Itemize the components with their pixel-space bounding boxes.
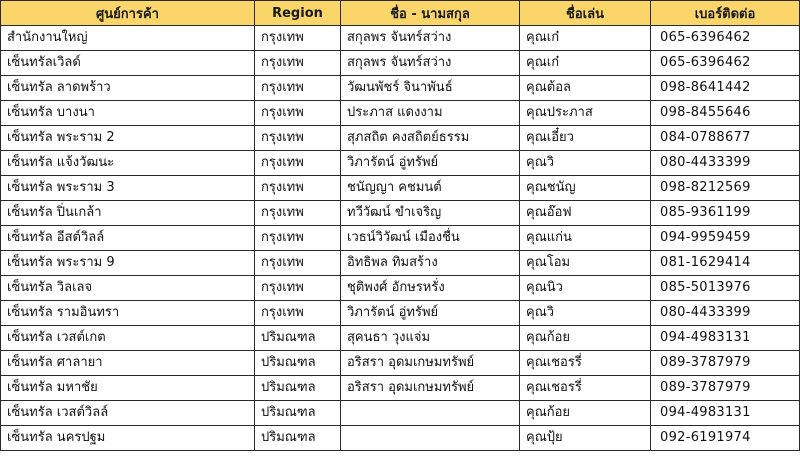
cell-region: กรุงเทพ [255,301,341,326]
cell-shopping-center: สำนักงานใหญ่ [1,26,255,51]
header-phone: เบอร์ติดต่อ [651,1,800,26]
cell-region: กรุงเทพ [255,76,341,101]
cell-region: กรุงเทพ [255,26,341,51]
header-full-name: ชื่อ - นามสกุล [341,1,520,26]
table-row [1,26,800,51]
table-row [1,176,800,201]
cell-nickname: คุณปุ้ย [520,426,651,451]
cell-shopping-center: เซ็นทรัล นครปฐม [1,426,255,451]
cell-nickname: คุณแก่น [520,226,651,251]
table-body [1,26,800,451]
cell-phone: 089-3787979 [651,351,800,376]
header-nickname: ชื่อเล่น [520,1,651,26]
cell-shopping-center: เซ็นทรัล พระราม 2 [1,126,255,151]
cell-full-name: วัฒนพัชร์ จินาพันธ์ [341,76,520,101]
cell-region: ปริมณฑล [255,376,341,401]
cell-region: กรุงเทพ [255,201,341,226]
cell-nickname: คุณต้อล [520,76,651,101]
table-row [1,201,800,226]
cell-full-name: วิภารัตน์ อู่ทรัพย์ [341,151,520,176]
cell-region: กรุงเทพ [255,101,341,126]
cell-phone: 094-9959459 [651,226,800,251]
cell-nickname: คุณวิ [520,301,651,326]
table-row [1,376,800,401]
table-row [1,151,800,176]
cell-region: ปริมณฑล [255,326,341,351]
cell-phone: 089-3787979 [651,376,800,401]
cell-nickname: คุณเก๋ [520,51,651,76]
cell-phone: 085-5013976 [651,276,800,301]
cell-region: กรุงเทพ [255,176,341,201]
cell-full-name: ชุติพงศ์ อักษรหรั่ง [341,276,520,301]
cell-nickname: คุณประภาส [520,101,651,126]
cell-shopping-center: เซ็นทรัล เวสต์เกต [1,326,255,351]
table-row [1,226,800,251]
cell-phone: 080-4433399 [651,301,800,326]
cell-full-name: วิภารัตน์ อู่ทรัพย์ [341,301,520,326]
cell-nickname: คุณเชอรรี่ [520,351,651,376]
cell-phone: 085-9361199 [651,201,800,226]
cell-region: ปริมณฑล [255,351,341,376]
cell-shopping-center: เซ็นทรัล อีสต์วิลล์ [1,226,255,251]
cell-nickname: คุณก้อย [520,401,651,426]
cell-full-name: อิทธิพล ทิมสร้าง [341,251,520,276]
cell-shopping-center: เซ็นทรัล พระราม 3 [1,176,255,201]
cell-full-name: สกุลพร จันทร์สว่าง [341,51,520,76]
cell-region: กรุงเทพ [255,126,341,151]
table-row [1,101,800,126]
cell-nickname: คุณก้อย [520,326,651,351]
header-region: Region [255,1,341,26]
cell-shopping-center: เซ็นทรัล ลาดพร้าว [1,76,255,101]
cell-phone: 065-6396462 [651,26,800,51]
cell-phone: 094-4983131 [651,326,800,351]
cell-full-name [341,401,520,426]
cell-region: กรุงเทพ [255,51,341,76]
cell-nickname: คุณเก๋ [520,26,651,51]
table-row [1,276,800,301]
table-row [1,351,800,376]
cell-nickname: คุณชนัญ [520,176,651,201]
cell-phone: 098-8641442 [651,76,800,101]
cell-nickname: คุณนิว [520,276,651,301]
table-row [1,51,800,76]
cell-shopping-center: เซ็นทรัล รามอินทรา [1,301,255,326]
cell-nickname: คุณเชอรรี่ [520,376,651,401]
cell-phone: 084-0788677 [651,126,800,151]
cell-region: ปริมณฑล [255,426,341,451]
cell-phone: 098-8455646 [651,101,800,126]
cell-full-name [341,426,520,451]
table-row [1,426,800,451]
cell-full-name: ชนัญญา คชมนต์ [341,176,520,201]
cell-shopping-center: เซ็นทรัลเวิลด์ [1,51,255,76]
cell-full-name: เวธน์วิวัฒน์ เมืองชื่น [341,226,520,251]
cell-region: กรุงเทพ [255,151,341,176]
cell-shopping-center: เซ็นทรัล ศาลายา [1,351,255,376]
cell-full-name: สุคนธา วุงแจ่ม [341,326,520,351]
table-row [1,301,800,326]
cell-full-name: สุภสถิต คงสถิตย์ธรรม [341,126,520,151]
cell-shopping-center: เซ็นทรัล บางนา [1,101,255,126]
cell-shopping-center: เซ็นทรัล แจ้งวัฒนะ [1,151,255,176]
table-row [1,401,800,426]
cell-nickname: คุณอ๊อฟ [520,201,651,226]
cell-region: กรุงเทพ [255,226,341,251]
cell-phone: 094-4983131 [651,401,800,426]
cell-phone: 081-1629414 [651,251,800,276]
cell-full-name: ทวีวัฒน์ ขำเจริญ [341,201,520,226]
cell-shopping-center: เซ็นทรัล ปิ่นเกล้า [1,201,255,226]
cell-shopping-center: เซ็นทรัล พระราม 9 [1,251,255,276]
cell-shopping-center: เซ็นทรัล เวสต์วิลล์ [1,401,255,426]
cell-full-name: ประภาส แดงงาม [341,101,520,126]
cell-phone: 092-6191974 [651,426,800,451]
cell-nickname: คุณวิ [520,151,651,176]
cell-nickname: คุณโอม [520,251,651,276]
cell-region: กรุงเทพ [255,251,341,276]
table-row [1,126,800,151]
cell-full-name: สกุลพร จันทร์สว่าง [341,26,520,51]
table-header [1,1,800,26]
cell-nickname: คุณเอี๋ยว [520,126,651,151]
cell-phone: 080-4433399 [651,151,800,176]
cell-shopping-center: เซ็นทรัล วิลเลจ [1,276,255,301]
table-row [1,76,800,101]
header-row [1,1,800,26]
cell-phone: 098-8212569 [651,176,800,201]
header-shopping-center: ศูนย์การค้า [1,1,255,26]
cell-region: ปริมณฑล [255,401,341,426]
cell-region: กรุงเทพ [255,276,341,301]
cell-full-name: อริสรา อุดมเกษมทรัพย์ [341,351,520,376]
cell-shopping-center: เซ็นทรัล มหาชัย [1,376,255,401]
table-row [1,251,800,276]
table-row [1,326,800,351]
cell-full-name: อริสรา อุดมเกษมทรัพย์ [341,376,520,401]
cell-phone: 065-6396462 [651,51,800,76]
